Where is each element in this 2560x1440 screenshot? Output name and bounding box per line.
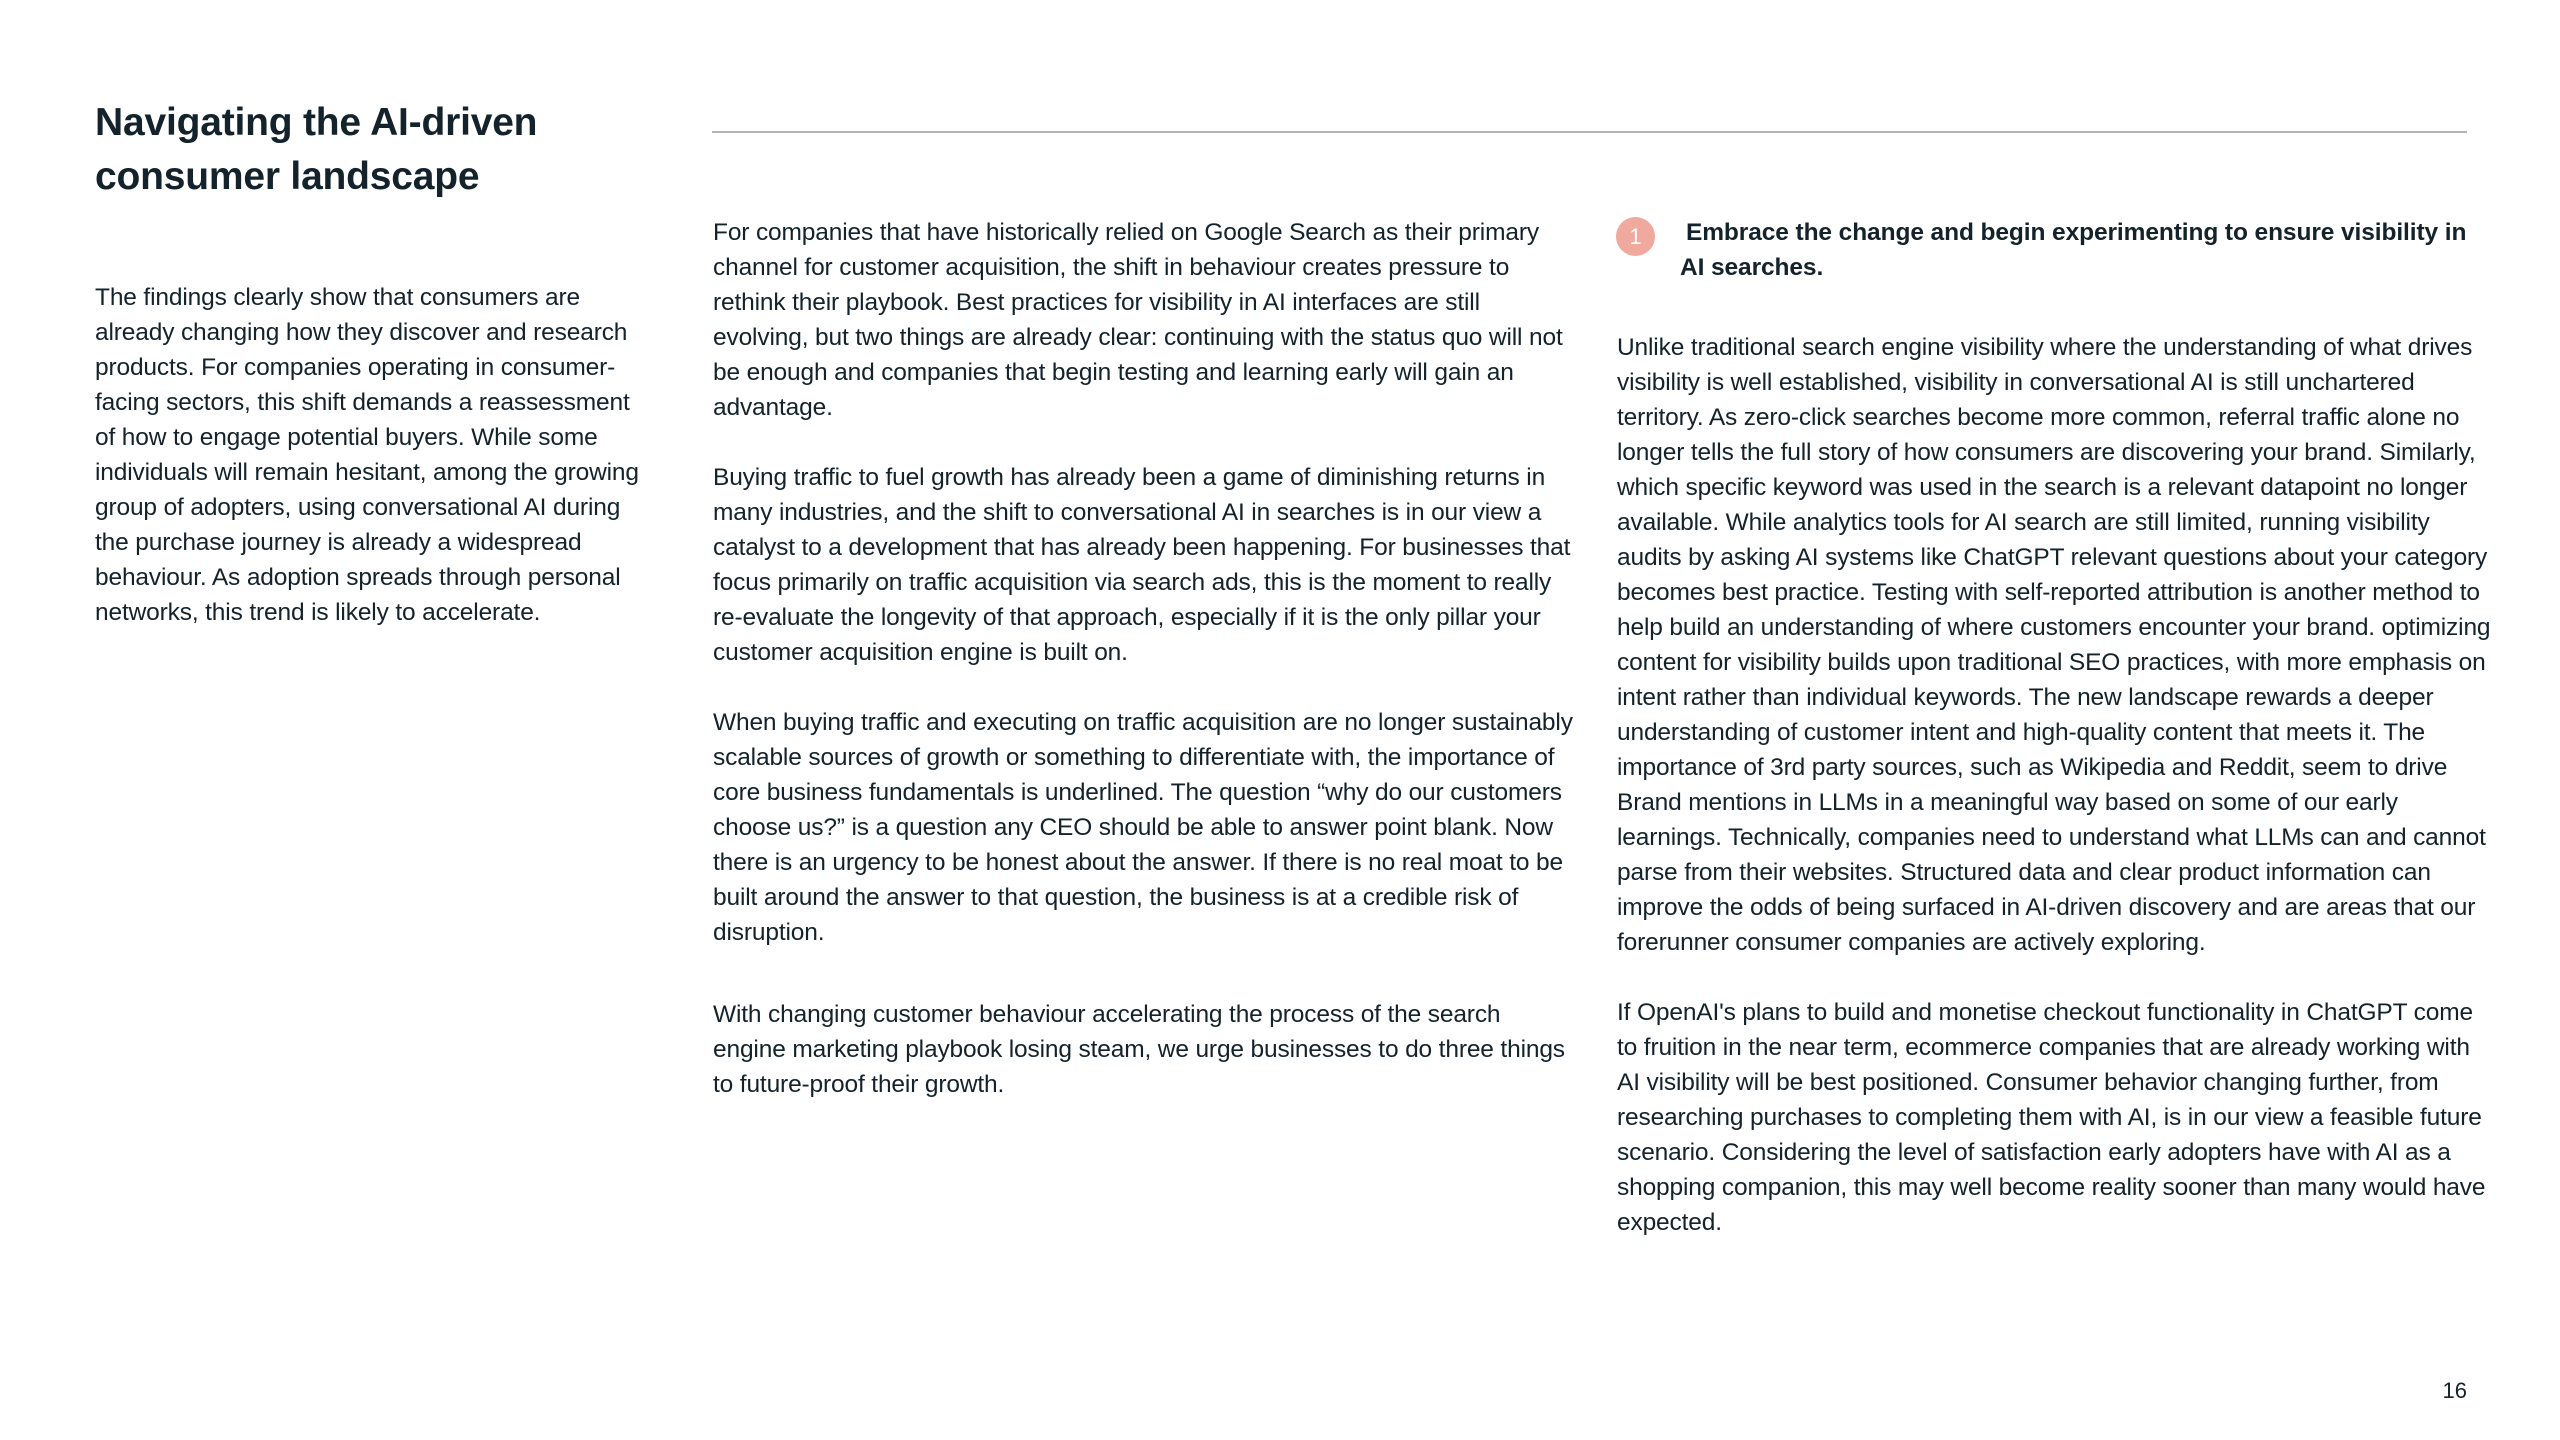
intro-paragraph: The findings clearly show that consumers are already changing how they discover and research products. For companies operating in consumer-facing sectors, this shift demands a reassessment of how to engage potential buyers. While some individuals will remain hesitant, among the growing group of adopters, using conversational AI during the purchase journey is already a widespread behaviour. As adoption spreads through personal networks, this trend is likely to accelerate. <box>95 284 639 626</box>
step-number-badge: 1 <box>1616 217 1655 256</box>
recommendation-paragraph-1: Unlike traditional search engine visibility where the understanding of what drives visibility is well established, visibility in conversational AI is still unchartered territory. As zero-click searches become more common, referral traffic alone no longer tells the full story of how consumers are discovering your brand. Similarly, which specific keyword was used in the search is a relevant datapoint no longer available. While analytics tools for AI search are still limited, running visibility audits by asking AI systems like ChatGPT relevant questions about your category becomes best practice. Testing with self-reported attribution is another method to help build an understanding of where customers encounter your brand. optimizing content for visibility builds upon traditional SEO practices, with more emphasis on intent rather than individual keywords. The new landscape rewards a deeper understanding of customer intent and high-quality content that meets it. The importance of 3rd party sources, such as Wikipedia and Reddit, seem to drive Brand mentions in LLMs in a meaningful way based on some of our early learnings. Technically, companies need to understand what LLMs can and cannot parse from their websites. Structured data and clear product information can improve the odds of being surfaced in AI-driven discovery and are areas that our forerunner consumer companies are actively exploring. <box>1617 334 2491 956</box>
page-number: 16 <box>2442 1378 2467 1403</box>
context-column <box>713 215 1573 1102</box>
context-paragraph-3: When buying traffic and executing on traffic acquisition are no longer sustainably scalable sources of growth or something to differentiate with, the importance of core business fundamentals is underlined. The question “why do our customers choose us?” is a question any CEO should be able to answer point blank. Now there is an urgency to be honest about the answer. If there is no real moat to be built around the answer to that question, the business is at a credible risk of disruption. <box>713 709 1573 946</box>
context-paragraph-1: For companies that have historically relied on Google Search as their primary channel for customer acquisition, the shift in behaviour creates pressure to rethink their playbook. Best practices for visibility in AI interfaces are still evolving, but two things are already clear: continuing with the status quo will not be enough and companies that begin testing and learning early will gain an advantage. <box>713 219 1563 421</box>
context-paragraph-2: Buying traffic to fuel growth has already been a game of diminishing returns in many industries, and the shift to conversational AI in searches is in our view a catalyst to a development that has already been happening. For businesses that focus primarily on traffic acquisition via search ads, this is the moment to really re-evaluate the longevity of that approach, especially if it is the only pillar your customer acquisition engine is built on. <box>713 464 1571 666</box>
recommendation-body <box>1617 330 2497 1240</box>
step-header <box>1629 215 2490 285</box>
context-paragraph-4: With changing customer behaviour accelerating the process of the search engine marketing playbook losing steam, we urge businesses to do three things to future-proof their growth. <box>713 1001 1565 1098</box>
step-title: Embrace the change and begin experimenting to ensure visibility in AI searches. <box>1680 219 2467 281</box>
header-divider <box>712 131 2467 133</box>
page-title: Navigating the AI-driven consumer landscape <box>95 101 538 198</box>
recommendation-paragraph-2: If OpenAI's plans to build and monetise checkout functionality in ChatGPT come to fruition in the near term, ecommerce companies that are already working with AI visibility will be best positioned. Consumer behavior changing further, from researching purchases to completing them with AI, is in our view a feasible future scenario. Considering the level of satisfaction early adopters have with AI as a shopping companion, this may well become reality sooner than many would have expected. <box>1617 999 2486 1236</box>
intro-column <box>95 280 640 630</box>
recommendation-step-1 <box>1629 215 2490 285</box>
